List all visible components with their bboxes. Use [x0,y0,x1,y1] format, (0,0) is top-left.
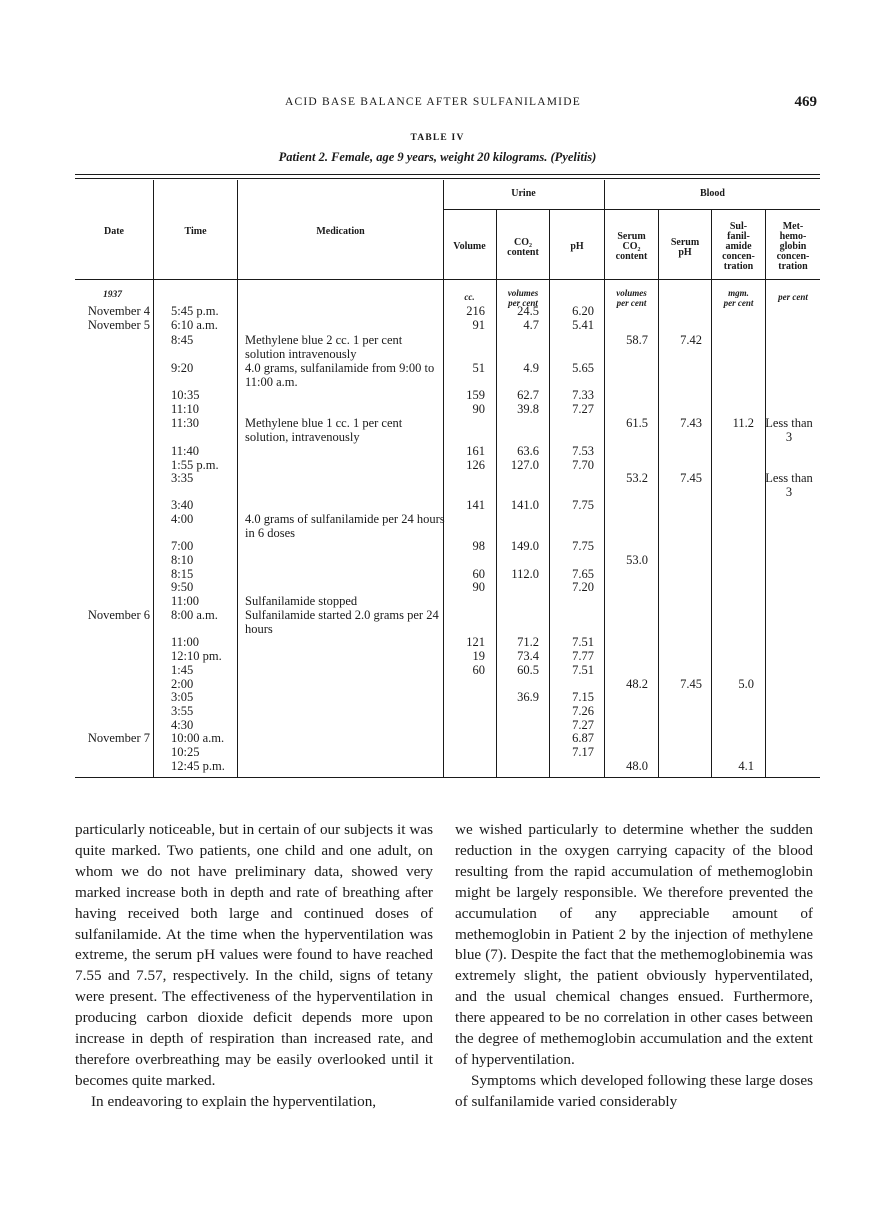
body-column-right [455,820,813,1113]
table-row: 1:45 60 60.5 7.51 [171,663,594,677]
group-header-blood: Blood [699,188,725,199]
header-date: Date [104,226,124,237]
table-row: 4:00 4.0 grams of sulfanilamide per 24 hours in 6 doses [171,512,445,540]
table-row: 11:40 161 63.6 7.53 [171,444,594,458]
table-row: 3:35 53.2 7.45 Less than 3 [171,471,813,499]
table-row: 9:20 4.0 grams, sulfanilamide from 9:00 to 11:00 a.m. 51 4.9 5.65 [171,361,594,389]
table-row: November 4 5:45 p.m. 216 24.5 6.20 [87,304,594,318]
group-header-urine: Urine [511,188,536,199]
table-row: 3:55 7.26 [171,704,594,718]
header-serum-ph: Serum pH [670,237,700,258]
table-row: 11:00 Sulfanilamide stopped [171,594,358,608]
table-caption: Patient 2. Female, age 9 years, weight 20 kilograms. (Pyelitis) [278,150,597,164]
table-bottom-rule [75,777,820,778]
page-number: 469 [794,94,817,110]
table-label: TABLE IV [410,133,465,143]
paragraph: Symptoms which developed following these large doses of sulfanilamide varied considerably [455,1071,813,1110]
table-row: 8:15 60 112.0 7.65 [171,567,594,581]
table-row: 2:00 48.2 7.45 5.0 [171,677,754,691]
header-co2-content: CO₂ content [507,237,539,258]
table-row: 10:25 7.17 [171,745,594,759]
header-methemoglobin: Met- hemo- globin concen- tration [776,221,810,272]
table-row: 11:30 Methylene blue 1 cc. 1 per cent solution, intravenously 61.5 7.43 11.2 Less than 3 [171,416,813,444]
paragraph: we wished particularly to determine whether the sudden reduction in the oxygen carrying capacity of the blood resulting from the rapid accumulation of methemoglobin might be largely responsible. We therefore prevented the accumulation of any appreciable amount of methemoglobin in Patient 2 by the injection of methylene blue (7). Despite the fact that the methemoglobinemia was extremely slight, the patient obviously hyperventilated, and the usual chemical changes ensued. Furthermore, there appeared to be no correlation in other cases between the degree of methemoglobin accumulation and the extent of hyperventilation. [455,821,813,1068]
header-serum-co2: Serum CO₂ content [615,231,648,262]
header-ph: pH [570,241,584,252]
header-medication: Medication [316,226,365,237]
table-row: 3:40 141 141.0 7.75 [171,498,594,512]
units-co2-content: volumes per cent [507,288,539,308]
header-bottom-rule [75,279,820,280]
table-row: 11:00 121 71.2 7.51 [171,635,594,649]
running-head [75,94,817,112]
urine-group-rule [443,209,604,210]
table-row: 8:45 Methylene blue 2 cc. 1 per cent solution intravenously 58.7 7.42 [171,333,702,361]
running-title: ACID BASE BALANCE AFTER SULFANILAMIDE [285,96,581,108]
table-row: 3:05 36.9 7.15 [171,690,594,704]
blood-group-rule [605,209,820,210]
table-row: November 6 8:00 a.m. Sulfanilamide started 2.0 grams per 24 hours [87,608,439,636]
table-row: 12:10 pm. 19 73.4 7.77 [171,649,594,663]
table-row: 1:55 p.m. 126 127.0 7.70 [171,458,594,472]
paragraph: In endeavoring to explain the hyperventilation, [91,1092,377,1110]
table-row: 9:50 90 7.20 [171,580,594,594]
table-top-rule [75,174,820,175]
table-row: 4:30 7.27 [171,718,594,732]
table-row: 8:10 53.0 [171,553,648,567]
paragraph: particularly noticeable, but in certain of our subjects it was quite marked. Two patients, one child and one adult, on whom we do not have preliminary data, showed very marked increase both in depth and rate of breathing after having received both large and continued doses of sulfanilamide. At the time when the hyperventilation was extreme, the serum pH values were found to have reached 7.55 and 7.57, respectively. In the child, signs of tetany were present. The effectiveness of the hyperventilation in producing carbon dioxide deficit depends more upon increase in depth of respiration than increased rate, and therefore overbreathing may be easily overlooked until it becomes quite marked. [75,821,433,1089]
header-time: Time [184,226,207,237]
table-row: 12:45 p.m. 48.0 4.1 [171,759,754,773]
header-sulfanilamide: Sul- fanil- amide concen- tration [722,221,755,272]
table-row: 10:35 159 62.7 7.33 [171,388,594,402]
table-body [75,305,820,775]
units-serum-co2: volumes per cent [616,288,647,308]
units-year: 1937 [103,290,122,300]
units-sulfanilamide: mgm. per cent [723,288,754,308]
units-volume: cc. [464,292,475,302]
table-row: November 7 10:00 a.m. 6.87 [87,731,594,745]
table-row: 11:10 90 39.8 7.27 [171,402,594,416]
table-row: November 5 6:10 a.m. 91 4.7 5.41 [87,318,594,332]
units-methemoglobin: per cent [778,292,808,302]
table-top-rule-2 [75,178,820,179]
table-row: 7:00 98 149.0 7.75 [171,539,594,553]
header-volume: Volume [453,241,486,252]
body-column-left [75,820,433,1113]
